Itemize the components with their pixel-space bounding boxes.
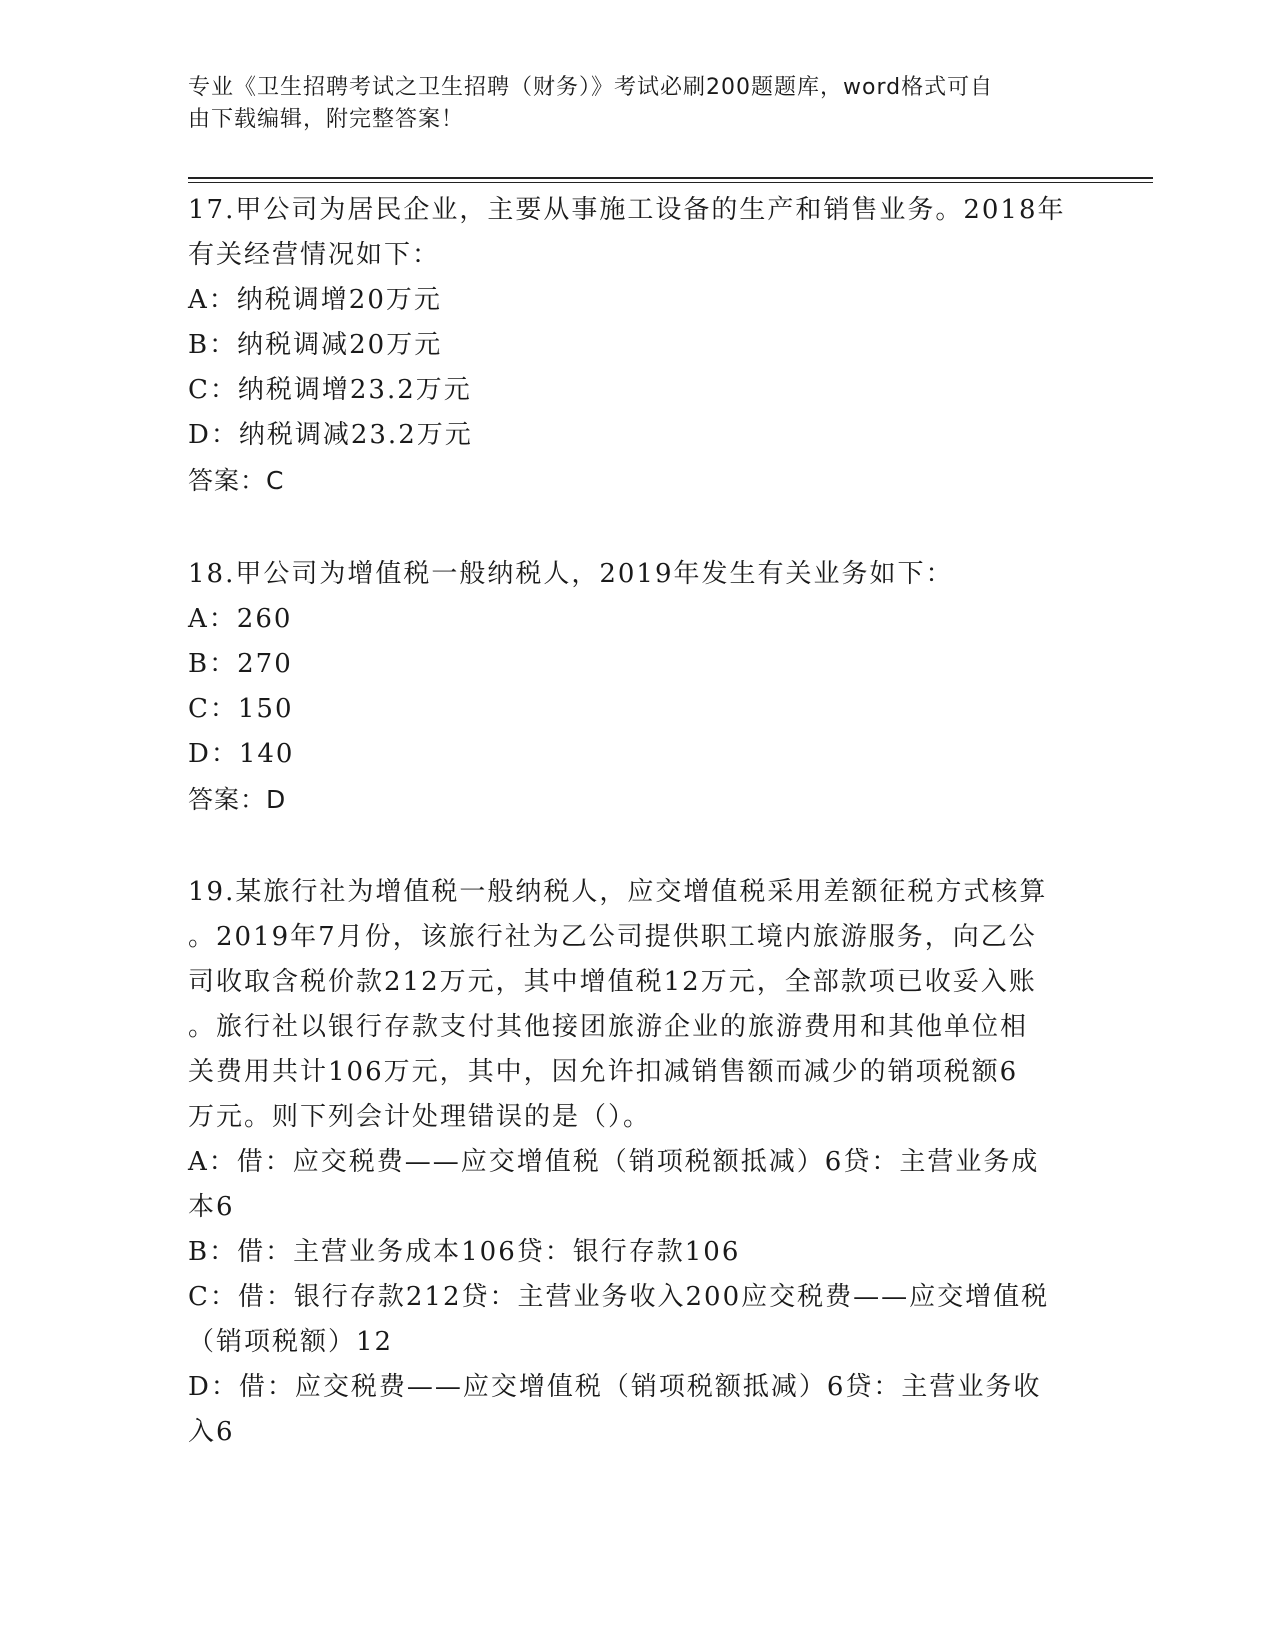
header-divider-thin [188, 182, 1153, 183]
question-19 [188, 870, 1088, 1455]
option-b: B：270 [188, 649, 293, 679]
question-17 [188, 188, 1088, 503]
option-a-continued: 本6 [188, 1192, 235, 1222]
question-text-line: 有关经营情况如下： [188, 240, 441, 270]
question-text-line: 。旅行社以银行存款支付其他接团旅游企业的旅游费用和其他单位相 [188, 1012, 1029, 1042]
question-text-line: 19.某旅行社为增值税一般纳税人，应交增值税采用差额征税方式核算 [188, 877, 1048, 907]
question-text-line: 万元。则下列会计处理错误的是（）。 [188, 1102, 652, 1132]
question-text-line: 关费用共计106万元，其中，因允许扣减销售额而减少的销项税额6 [188, 1057, 1019, 1087]
question-text-line: 17.甲公司为居民企业，主要从事施工设备的生产和销售业务。2018年 [188, 195, 1066, 225]
answer-text: 答案：D [188, 785, 287, 814]
option-a: A：借：应交税费——应交增值税（销项税额抵减）6贷：主营业务成 [188, 1147, 1040, 1177]
option-d-continued: 入6 [188, 1417, 235, 1447]
option-d: D：140 [188, 739, 295, 769]
header-line-1: 专业《卫生招聘考试之卫生招聘（财务）》考试必刷200题题库，word格式可自 [188, 75, 994, 100]
header-line-2: 由下载编辑，附完整答案！ [188, 107, 465, 132]
question-text-line: 18.甲公司为增值税一般纳税人，2019年发生有关业务如下： [188, 559, 954, 589]
header-divider-thick [188, 177, 1153, 179]
option-b: B：纳税调减20万元 [188, 330, 443, 360]
option-c: C：借：银行存款212贷：主营业务收入200应交税费——应交增值税 [188, 1282, 1050, 1312]
answer-text: 答案：C [188, 466, 285, 495]
question-18 [188, 552, 1088, 822]
option-d: D：借：应交税费——应交增值税（销项税额抵减）6贷：主营业务收 [188, 1372, 1042, 1402]
option-c: C：150 [188, 694, 294, 724]
option-c: C：纳税调增23.2万元 [188, 375, 472, 405]
question-text-line: 司收取含税价款212万元，其中增值税12万元，全部款项已收妥入账 [188, 967, 1037, 997]
question-text-line: 。2019年7月份，该旅行社为乙公司提供职工境内旅游服务，向乙公 [188, 922, 1037, 952]
document-header [188, 72, 1068, 136]
option-a: A：纳税调增20万元 [188, 285, 442, 315]
option-c-continued: （销项税额）12 [188, 1327, 394, 1357]
option-d: D：纳税调减23.2万元 [188, 420, 473, 450]
option-a: A：260 [188, 604, 293, 634]
option-b: B：借：主营业务成本106贷：银行存款106 [188, 1237, 741, 1267]
